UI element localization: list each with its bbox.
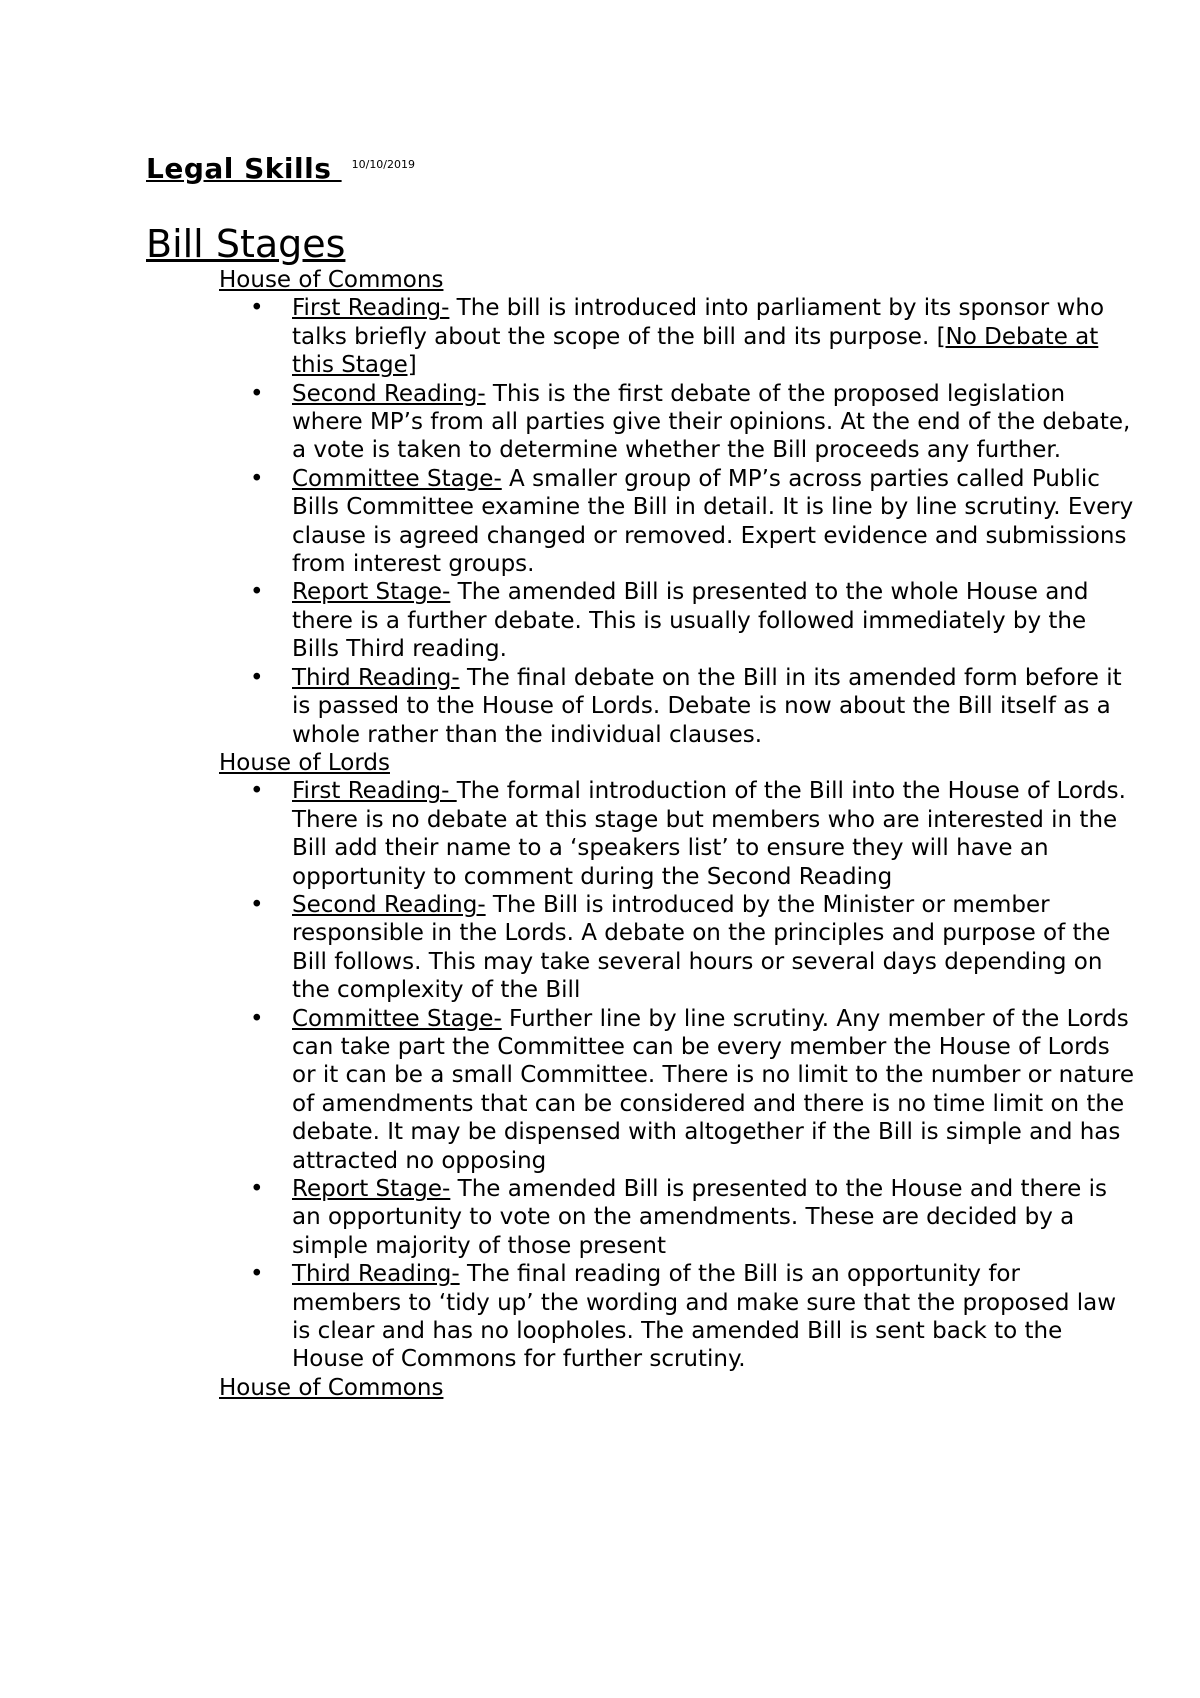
bullet-icon: • [250, 579, 264, 606]
commons-stage-list [146, 294, 1146, 749]
lords-stage-list [146, 777, 1146, 1374]
section-heading: Bill Stages [146, 222, 346, 266]
bullet-icon: • [250, 664, 264, 691]
stage-note: [No Debate at this Stage] [292, 323, 1099, 379]
bullet-icon: • [250, 891, 264, 918]
stage-text: The formal introduction of the Bill into the House of Lords. There is no debate at this stage but members who are interested in the Bill add their name to a ‘speakers list’ to ensure they will have an opportunity to comment during the Second Reading [292, 778, 1126, 890]
stage-text: This is the first debate of the proposed legislation where MP’s from all parties give their opinions. At the end of the debate, a vote is taken to determine whether the Bill proceeds any further. [292, 380, 1131, 464]
stage-text: The bill is introduced into parliament by its sponsor who talks briefly about the scope of the bill and its purpose. [292, 295, 1105, 350]
stage-text: A smaller group of MP’s across parties called Public Bills Committee examine the Bill in detail. It is line by line scrutiny. Every clause is agreed changed or removed. Expert evidence and submissions from interest groups. [292, 465, 1134, 578]
stage-text: The amended Bill is presented to the House and there is an opportunity to vote on the amendments. These are decided by a simple majority of those present [292, 1176, 1108, 1259]
stage-term: Third Reading- [292, 1261, 460, 1288]
document-body [146, 266, 1146, 1402]
list-item [250, 891, 1146, 1005]
stage-text: The amended Bill is presented to the whole House and there is a further debate. This is usually followed immediately by the Bills Third reading. [292, 579, 1089, 663]
bullet-icon: • [250, 380, 264, 407]
section-title-lords: House of Lords [219, 749, 390, 776]
bullet-icon: • [250, 778, 264, 805]
bullet-icon: • [250, 465, 264, 492]
list-item [250, 578, 1146, 663]
stage-text: The final debate on the Bill in its amended form before it is passed to the House of Lords. Debate is now about the Bill itself as a whole rather than the individual clauses. [292, 664, 1122, 748]
bullet-icon: • [250, 1176, 264, 1202]
list-item [250, 465, 1146, 579]
stage-term: First Reading- [292, 778, 457, 805]
bullet-icon: • [250, 295, 264, 322]
stage-text: The final reading of the Bill is an opportunity for members to ‘tidy up’ the wording and make sure that the proposed law is clear and has no loopholes. The amended Bill is sent back to the House of Commons for further scrutiny. [292, 1261, 1117, 1373]
list-item [250, 380, 1146, 465]
stage-term: Report Stage- [292, 1176, 451, 1202]
stage-term: Second Reading- [292, 380, 486, 407]
stage-term: Third Reading- [292, 664, 460, 691]
stage-text: Further line by line scrutiny. Any member of the Lords can take part the Committee can be every member the House of Lords or it can be a small Committee. There is no limit to the number or nature of amendments that can be considered and there is no time limit on the debate. It may be dispensed with altogether if the Bill is simple and has attracted no opposing [292, 1005, 1134, 1174]
document-date: 10/10/2019 [351, 158, 416, 171]
stage-term: First Reading- [292, 295, 450, 322]
stage-term: Committee Stage- [292, 1005, 502, 1032]
list-item [250, 294, 1146, 379]
section-title-commons: House of Commons [219, 267, 444, 293]
list-item [250, 1005, 1146, 1175]
stage-term: Committee Stage- [292, 465, 502, 492]
document-header [146, 152, 415, 185]
list-item [250, 777, 1146, 891]
document-title: Legal Skills [146, 152, 342, 185]
bullet-icon: • [250, 1261, 264, 1288]
list-item [250, 664, 1146, 749]
stage-text: The Bill is introduced by the Minister or member responsible in the Lords. A debate on the principles and purpose of the Bill follows. This may take several hours or several days depending on the complexity of the Bill [292, 891, 1111, 1004]
list-item [250, 1175, 1146, 1260]
section-title-commons-return: House of Commons [219, 1374, 444, 1401]
stage-term: Report Stage- [292, 579, 451, 606]
bullet-icon: • [250, 1005, 264, 1032]
list-item [250, 1260, 1146, 1374]
stage-term: Second Reading- [292, 891, 486, 918]
